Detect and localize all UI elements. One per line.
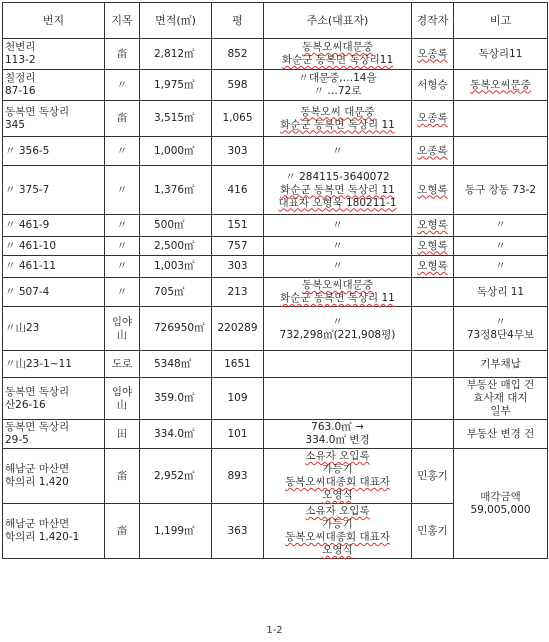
cell-pyeong: 303: [212, 256, 264, 278]
cell-bunji-line: 동복면 독상리: [5, 385, 70, 398]
cell-address-line: 〃: [332, 260, 343, 272]
cell-bunji: [3, 420, 105, 449]
cell-cultivator: 오종록: [412, 101, 454, 137]
cell-cultivator: 오종록: [412, 137, 454, 166]
cell-note: 동복오씨문중: [454, 70, 548, 101]
cell-jimok: 〃: [105, 237, 140, 256]
cell-address-line: 오영식: [322, 489, 353, 501]
cell-pyeong: 893: [212, 449, 264, 504]
cell-pyeong: 303: [212, 137, 264, 166]
cell-pyeong: 213: [212, 278, 264, 307]
cell-bunji-line: 천변리: [5, 41, 36, 53]
cell-cultivator: 오형록: [412, 237, 454, 256]
cell-jimok: 畓: [105, 39, 140, 70]
cell-address: [264, 70, 412, 101]
cell-pyeong: 757: [212, 237, 264, 256]
cell-pyeong: 109: [212, 378, 264, 420]
cell-jimok: 〃: [105, 70, 140, 101]
cell-bunji-line: 동복면 독상리: [5, 421, 70, 433]
cell-jimok: 畓: [105, 504, 140, 559]
cell-bunji: [3, 278, 105, 307]
cell-pyeong: 416: [212, 166, 264, 215]
cell-address: [264, 237, 412, 256]
header-area: 면적(㎡): [140, 3, 212, 39]
cell-bunji: [3, 70, 105, 101]
cell-address-line: 동복오씨 대문중: [300, 105, 375, 118]
cell-address-line: 763.0㎡ →: [311, 421, 364, 433]
cell-address-line: 소유자 오입록: [305, 450, 370, 462]
cell-address-line: 화순군 동복면 독상리 11: [280, 183, 395, 196]
cell-cultivator: [412, 307, 454, 351]
cell-cultivator: 서형승: [412, 70, 454, 101]
cell-area: 5348㎡: [140, 351, 212, 378]
cell-bunji: [3, 256, 105, 278]
cell-bunji-line: 〃 507-4: [5, 285, 50, 298]
cell-address-line: 가등기: [322, 518, 353, 530]
cell-area: 500㎡: [140, 215, 212, 237]
table-row: [3, 278, 548, 307]
cell-address-line: 〃 284115-3640072: [285, 170, 390, 183]
cell-address: [264, 307, 412, 351]
cell-cultivator: 민홍기: [412, 504, 454, 559]
cell-address-line: 동복오씨대문중: [301, 41, 373, 53]
cell-address: [264, 101, 412, 137]
table-row: [3, 378, 548, 420]
cell-pyeong: 151: [212, 215, 264, 237]
cell-address-line: 화순군 동복면 독상리 11: [280, 292, 395, 304]
table-row: [3, 420, 548, 449]
cell-area: 1,199㎡: [140, 504, 212, 559]
table-row: [3, 39, 548, 70]
header-pyeong: 평: [212, 3, 264, 39]
cell-jimok: 畓: [105, 449, 140, 504]
cell-bunji-line: 〃 461-9: [5, 219, 50, 231]
cell-note: 부동산 변경 건: [454, 420, 548, 449]
cell-bunji: [3, 307, 105, 351]
cell-cultivator: 오형록: [412, 166, 454, 215]
cell-note: 부동산 매입 건 효사재 대지 일부: [454, 378, 548, 420]
cell-bunji: [3, 378, 105, 420]
cell-bunji-line: 학의리 1,420-1: [5, 531, 80, 543]
cell-bunji: [3, 101, 105, 137]
cell-jimok: 임야 山: [105, 307, 140, 351]
cell-area: 3,515㎡: [140, 101, 212, 137]
cell-address-line: 소유자 오입록: [305, 505, 370, 517]
cell-area: 1,975㎡: [140, 70, 212, 101]
header-address: 주소(대표자): [264, 3, 412, 39]
cell-address-line: 〃: [332, 315, 343, 328]
cell-pyeong: 1,065: [212, 101, 264, 137]
cell-cultivator: [412, 378, 454, 420]
cell-jimok: 〃: [105, 278, 140, 307]
cell-bunji: [3, 39, 105, 70]
cell-area: 1,003㎡: [140, 256, 212, 278]
cell-jimok: 〃: [105, 256, 140, 278]
cell-area: 359.0㎡: [140, 378, 212, 420]
cell-address: [264, 278, 412, 307]
cell-area: 2,812㎡: [140, 39, 212, 70]
cell-address-line: 〃 …72로: [313, 85, 362, 97]
cell-pyeong: 220289: [212, 307, 264, 351]
cell-address: [264, 351, 412, 378]
cell-cultivator: 오형록: [412, 215, 454, 237]
cell-pyeong: 363: [212, 504, 264, 559]
cell-bunji: [3, 449, 105, 504]
cell-note: 동구 장동 73-2: [454, 166, 548, 215]
cell-address: [264, 39, 412, 70]
cell-bunji-line: 〃 461-11: [5, 260, 57, 272]
cell-address-line: 오영식: [322, 544, 353, 556]
cell-bunji-line: 칠정리: [5, 72, 36, 84]
cell-bunji-line: 해남군 마산면: [5, 518, 70, 530]
cell-address-line: 화순군 동복면 독상리 11: [280, 118, 395, 131]
cell-jimok: 畓: [105, 101, 140, 137]
cell-address-line: 〃: [332, 239, 343, 252]
cell-address: [264, 215, 412, 237]
cell-note-merged: 매각금액 59,005,000: [454, 449, 548, 559]
cell-area: 2,500㎡: [140, 237, 212, 256]
cell-pyeong: 1651: [212, 351, 264, 378]
cell-area: 1,000㎡: [140, 137, 212, 166]
cell-bunji-line: 〃山23: [5, 322, 40, 334]
table-row: [3, 237, 548, 256]
cell-pyeong: 598: [212, 70, 264, 101]
cell-note: [454, 101, 548, 137]
cell-address-line: 동복오씨대종회 대표자: [285, 531, 390, 543]
cell-note: 독상리 11: [454, 278, 548, 307]
cell-pyeong: 852: [212, 39, 264, 70]
table-row: [3, 101, 548, 137]
cell-bunji: [3, 351, 105, 378]
cell-bunji: [3, 504, 105, 559]
cell-cultivator: [412, 278, 454, 307]
cell-address-line: 〃: [332, 219, 343, 231]
cell-note: [454, 137, 548, 166]
cell-address-line: 732,298㎡(221,908평): [279, 328, 396, 341]
cell-address-line: 334.0㎡ 변경: [305, 434, 370, 446]
cell-note: 〃: [454, 215, 548, 237]
cell-address-line: 〃: [332, 144, 343, 157]
cell-jimok: 〃: [105, 166, 140, 215]
table-row: [3, 256, 548, 278]
cell-area: 1,376㎡: [140, 166, 212, 215]
table-row: [3, 166, 548, 215]
cell-jimok: 〃: [105, 215, 140, 237]
cell-jimok: 임야 山: [105, 378, 140, 420]
cell-bunji: [3, 137, 105, 166]
table-row: [3, 137, 548, 166]
header-row: [3, 3, 548, 39]
cell-address: [264, 449, 412, 504]
cell-bunji-line: 〃山23-1~11: [5, 357, 72, 370]
cell-pyeong: 101: [212, 420, 264, 449]
cell-bunji-line: 동복면 독상리: [5, 105, 70, 118]
cell-cultivator: 오종록: [412, 39, 454, 70]
cell-note: 〃: [454, 237, 548, 256]
cell-cultivator: 오형록: [412, 256, 454, 278]
cell-cultivator: [412, 420, 454, 449]
cell-bunji: [3, 237, 105, 256]
cell-area: 705㎡: [140, 278, 212, 307]
header-cultivator: 경작자: [412, 3, 454, 39]
cell-bunji-line: 산26-16: [5, 398, 46, 411]
cell-area: 334.0㎡: [140, 420, 212, 449]
header-bunji: 번지: [3, 3, 105, 39]
cell-cultivator: [412, 351, 454, 378]
cell-note: 〃: [454, 256, 548, 278]
cell-bunji-line: 〃 356-5: [5, 144, 50, 157]
cell-bunji: [3, 215, 105, 237]
cell-address-line: 〃대문중,…14을: [298, 72, 377, 84]
cell-address: [264, 378, 412, 420]
cell-bunji-line: 29-5: [5, 434, 29, 446]
cell-bunji-line: 87-16: [5, 85, 36, 97]
table-row: [3, 449, 548, 504]
header-jimok: 지목: [105, 3, 140, 39]
table-row: [3, 307, 548, 351]
cell-jimok: 도로: [105, 351, 140, 378]
cell-jimok: 田: [105, 420, 140, 449]
cell-address-line: 동복오씨대문중: [301, 279, 373, 291]
land-table: [2, 2, 548, 559]
cell-bunji-line: 〃 375-7: [5, 183, 50, 196]
cell-bunji-line: 〃 461-10: [5, 239, 57, 252]
cell-bunji-line: 113-2: [5, 54, 36, 66]
cell-address: [264, 137, 412, 166]
cell-address: [264, 256, 412, 278]
cell-address-line: 동복오씨대종회 대표자: [285, 476, 390, 488]
cell-cultivator: 민홍기: [412, 449, 454, 504]
table-row: [3, 351, 548, 378]
cell-note: 〃 73정8단4무보: [454, 307, 548, 351]
cell-area: 2,952㎡: [140, 449, 212, 504]
cell-address: [264, 420, 412, 449]
cell-address: [264, 166, 412, 215]
cell-bunji-line: 해남군 마산면: [5, 463, 70, 475]
cell-address-line: 가등기: [322, 463, 353, 475]
cell-address-line: 대표자 오형욱 180211-1: [278, 196, 397, 209]
cell-bunji-line: 학의리 1,420: [5, 476, 69, 488]
cell-bunji-line: 345: [5, 118, 26, 131]
cell-note: 독상리11: [454, 39, 548, 70]
cell-address-line: 화순군 동복면 독상리11: [281, 54, 394, 66]
cell-note: 기부채납: [454, 351, 548, 378]
table-row: [3, 70, 548, 101]
header-note: 비고: [454, 3, 548, 39]
cell-address: [264, 504, 412, 559]
page-number: 1-2: [266, 625, 283, 636]
cell-jimok: 〃: [105, 137, 140, 166]
table-row: [3, 215, 548, 237]
cell-bunji: [3, 166, 105, 215]
cell-area: 726950㎡: [140, 307, 212, 351]
